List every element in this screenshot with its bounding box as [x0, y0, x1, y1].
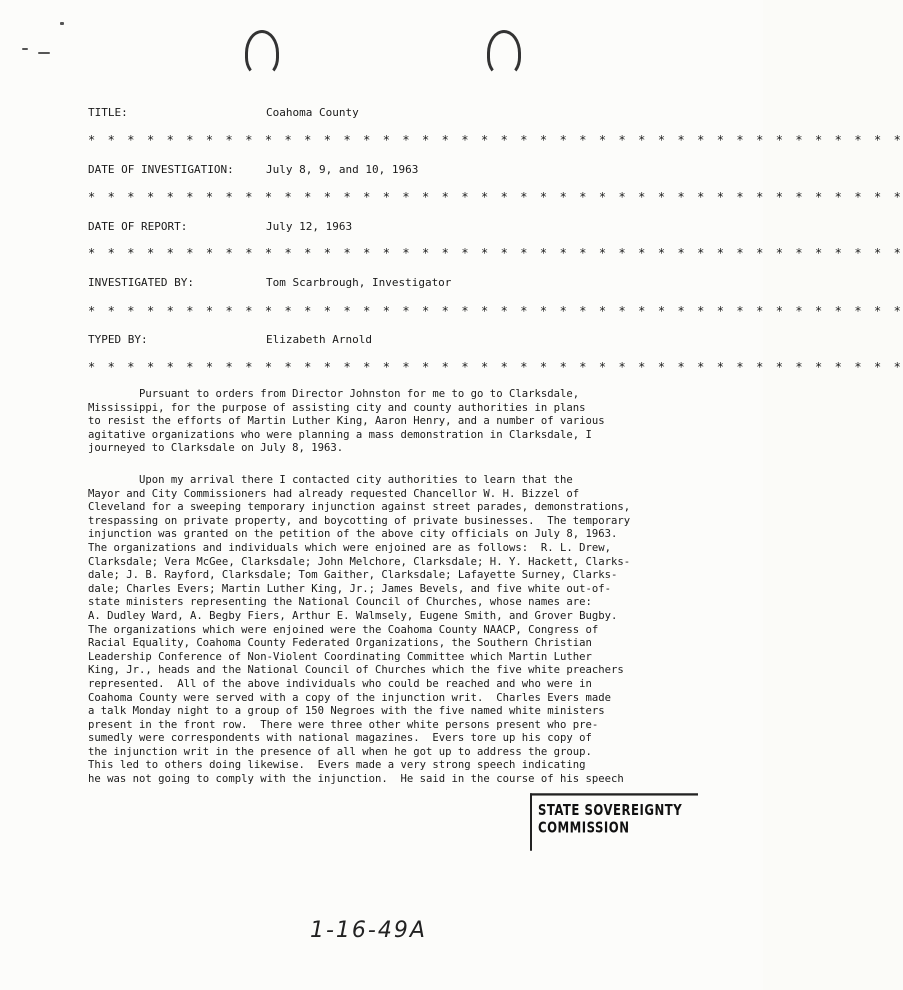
- separator-line: * * * * * * * * * * * * * * * * * * * * * * * * * * * * * * * * * * * * * * * * * *: [88, 304, 903, 318]
- report-date-value: July 12, 1963: [266, 220, 353, 233]
- investigation-date-row: [88, 163, 418, 176]
- title-label: TITLE:: [88, 106, 128, 119]
- typist-label: TYPED BY:: [88, 333, 148, 346]
- punch-hole-right: [487, 30, 521, 76]
- investigation-date-value: July 8, 9, and 10, 1963: [266, 163, 419, 176]
- handwritten-file-number: 1-16-49A: [310, 918, 427, 943]
- investigation-date-label: DATE OF INVESTIGATION:: [88, 163, 234, 176]
- scan-speck: [38, 52, 50, 54]
- title-value: Coahoma County: [266, 106, 359, 119]
- separator-line: * * * * * * * * * * * * * * * * * * * * * * * * * * * * * * * * * * * * * * * * * *: [88, 190, 903, 204]
- separator-line: * * * * * * * * * * * * * * * * * * * * * * * * * * * * * * * * * * * * * * * * * *: [88, 133, 903, 147]
- punch-hole-left: [245, 30, 279, 76]
- report-date-label: DATE OF REPORT:: [88, 220, 188, 233]
- body-paragraph-2: Upon my arrival there I contacted city authorities to learn that the Mayor and City Commissioners had already requested Chancellor W. H. Bizzel of Cleveland for a sweeping temporary injunction against street parades, demonstrations, trespassing on private property, and boycotting of private businesses. The temporary injunction was granted on the petition of the above city officials on July 8, 1963. The organizations and individuals which were enjoined are as follows: R. L. Drew, Clarksdale; Vera McGee, Clarksdale; John Melchore, Clarksdale; H. Y. Hackett, Clarks- dale; J. B. Rayford, Clarksdale; Tom Gaither, Clarksdale; Lafayette Surney, Clarks- dale; Charles Evers; Martin Luther King, Jr.; James Bevels, and five white out-of- state ministers representing the National Council of Churches, whose names are: A. Dudley Ward, A. Begby Fiers, Arthur E. Walmsely, Eugene Smith, and Grover Bugby. The organizations which were enjoined were the Coahoma County NAACP, Congress of Racial Equality, Coahoma County Federated Organizations, the Southern Christian Leadership Conference of Non-Violent Coordinating Committee which Martin Luther King, Jr., heads and the National Council of Churches which the five white preachers represented. All of the above individuals who could be reached and who were in Coahoma County were served with a copy of the injunction writ. Charles Evers made a talk Monday night to a group of 150 Negroes with the five named white ministers present in the front row. There were three other white persons present who pre- sumedly were correspondents with national magazines. Evers tore up his copy of the injunction writ in the presence of all when he got up to address the group. This led to others doing likewise. Evers made a very strong speech indicating he was not going to comply with the injunction. He said in the course of his speech: [88, 474, 631, 786]
- body-paragraph-1: Pursuant to orders from Director Johnston for me to go to Clarksdale, Mississippi, for the purpose of assisting city and county authorities in plans to resist the efforts of Martin Luther King, Aaron Henry, and a number of various agitative organizations who were planning a mass demonstration in Clarksdale, I journeyed to Clarksdale on July 8, 1963.: [88, 388, 605, 455]
- separator-line: * * * * * * * * * * * * * * * * * * * * * * * * * * * * * * * * * * * * * * * * * *: [88, 246, 903, 260]
- scan-speck: [22, 48, 28, 50]
- scan-speck: [60, 22, 64, 25]
- stamp-text: STATE SOVEREIGNTY COMMISSION: [538, 802, 683, 837]
- typist-row: [88, 333, 372, 346]
- title-row: [88, 106, 359, 119]
- investigator-label: INVESTIGATED BY:: [88, 276, 194, 289]
- report-date-row: [88, 220, 352, 233]
- typist-value: Elizabeth Arnold: [266, 333, 372, 346]
- commission-stamp: [530, 793, 698, 851]
- investigator-value: Tom Scarbrough, Investigator: [266, 276, 452, 289]
- separator-line: * * * * * * * * * * * * * * * * * * * * * * * * * * * * * * * * * * * * * * * * * *: [88, 360, 903, 374]
- investigator-row: [88, 276, 451, 289]
